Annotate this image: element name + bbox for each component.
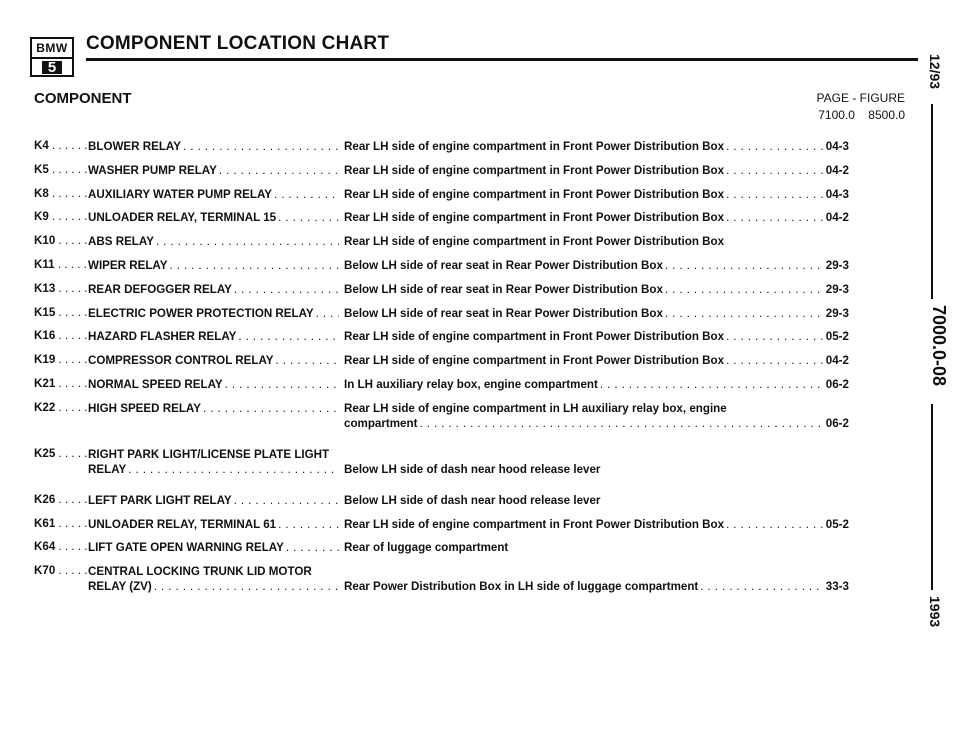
- component-code: K21 . . .: [34, 377, 88, 390]
- component-name: UNLOADER RELAY, TERMINAL 61: [88, 517, 277, 531]
- component-row: [34, 540, 849, 564]
- component-row: [34, 282, 849, 306]
- component-name: WIPER RELAY: [88, 258, 168, 272]
- page-reference: 04-2: [825, 163, 849, 177]
- document-title: COMPONENT LOCATION CHART: [86, 33, 390, 54]
- edge-rule-bottom: [931, 404, 933, 590]
- page-reference: 04-3: [825, 187, 849, 201]
- component-name-continued: RELAY: [88, 462, 127, 476]
- component-location: Below LH side of rear seat in Rear Power Distribution Box: [344, 306, 663, 320]
- component-row: [34, 187, 849, 211]
- component-code: K64 . . .: [34, 540, 88, 553]
- page-figure-header: [817, 90, 905, 124]
- component-name: ABS RELAY: [88, 235, 154, 249]
- component-name: UNLOADER RELAY, TERMINAL 15: [88, 211, 277, 225]
- component-name: CENTRAL LOCKING TRUNK LID MOTOR: [88, 565, 312, 579]
- page-reference: 29-3: [825, 306, 849, 320]
- component-location-continued: compartment: [344, 416, 418, 430]
- page-reference: 29-3: [825, 258, 849, 272]
- component-code: K19 . . .: [34, 353, 88, 366]
- component-location: Rear LH side of engine compartment in Front Power Distribution Box: [344, 140, 725, 153]
- page-figure-label: PAGE - FIGURE: [816, 91, 905, 105]
- component-row: [34, 306, 849, 330]
- component-name: HAZARD FLASHER RELAY: [88, 330, 237, 344]
- page-reference: 06-2: [825, 377, 849, 391]
- component-location: Rear LH side of engine compartment in LH auxiliary relay box, engine: [344, 401, 727, 415]
- component-row: [34, 258, 849, 282]
- component-code: K25 . . .: [34, 447, 88, 460]
- title-divider: [86, 58, 918, 61]
- component-row: [34, 564, 849, 610]
- component-name: WASHER PUMP RELAY: [88, 163, 217, 177]
- page-reference: 04-2: [825, 211, 849, 225]
- component-location: Rear of luggage compartment: [344, 541, 509, 555]
- section-heading: COMPONENT: [34, 90, 132, 107]
- edge-rule-top: [931, 104, 933, 299]
- page-reference: 04-3: [825, 140, 849, 153]
- component-code: K5 . . .: [34, 163, 88, 176]
- component-code: K16 . . .: [34, 329, 88, 342]
- component-name: ELECTRIC POWER PROTECTION RELAY: [88, 306, 314, 320]
- component-location: Rear LH side of engine compartment in Front Power Distribution Box: [344, 235, 725, 249]
- component-name: HIGH SPEED RELAY: [88, 401, 201, 415]
- component-location: Below LH side of rear seat in Rear Power Distribution Box: [344, 258, 663, 272]
- component-code: K22 . . .: [34, 401, 88, 414]
- component-name: REAR DEFOGGER RELAY: [88, 282, 232, 296]
- component-name: RIGHT PARK LIGHT/LICENSE PLATE LIGHT: [88, 447, 330, 461]
- component-code: K9 . . .: [34, 210, 88, 223]
- page-number: 7100.0: [818, 108, 855, 122]
- component-code: K10 . . .: [34, 234, 88, 247]
- component-code: K4 . . .: [34, 139, 88, 152]
- component-row: [34, 210, 849, 234]
- component-row: [34, 353, 849, 377]
- component-name: AUXILIARY WATER PUMP RELAY: [88, 187, 273, 201]
- component-name: LIFT GATE OPEN WARNING RELAY: [88, 541, 284, 555]
- component-code: K26 . . .: [34, 493, 88, 506]
- page-reference: 05-2: [825, 330, 849, 344]
- logo-series: 5: [42, 61, 62, 74]
- page-reference: 33-3: [825, 580, 849, 594]
- component-row: [34, 377, 849, 401]
- component-code: K13 . . .: [34, 282, 88, 295]
- component-name: COMPRESSOR CONTROL RELAY: [88, 354, 274, 368]
- component-location: Rear LH side of engine compartment in Front Power Distribution Box: [344, 354, 725, 368]
- component-location: Rear Power Distribution Box in LH side of luggage compartment: [344, 580, 699, 594]
- component-name-continued: RELAY (ZV): [88, 580, 152, 594]
- component-row: [34, 401, 849, 447]
- component-location: Below LH side of dash near hood release lever: [344, 493, 601, 507]
- component-location: Rear LH side of engine compartment in Front Power Distribution Box: [344, 187, 725, 201]
- component-row: [34, 139, 849, 163]
- component-row: [34, 517, 849, 541]
- side-year-label: 1993: [927, 596, 943, 628]
- component-location: Below LH side of rear seat in Rear Power Distribution Box: [344, 282, 663, 296]
- component-row: [34, 329, 849, 353]
- component-row: [34, 163, 849, 187]
- bmw-logo: [30, 37, 74, 77]
- logo-brand: BMW: [32, 39, 72, 59]
- component-location: Rear LH side of engine compartment in Front Power Distribution Box: [344, 330, 725, 344]
- side-section-label: 7000.0-08: [929, 305, 949, 387]
- side-date-label: 12/93: [927, 54, 943, 90]
- figure-number: 8500.0: [868, 108, 905, 122]
- component-row: [34, 493, 849, 517]
- page-reference: 06-2: [825, 416, 849, 430]
- page-reference: 29-3: [825, 282, 849, 296]
- component-location: Below LH side of dash near hood release lever: [344, 462, 601, 476]
- component-name: NORMAL SPEED RELAY: [88, 377, 223, 391]
- component-name: LEFT PARK LIGHT RELAY: [88, 493, 232, 507]
- component-location: In LH auxiliary relay box, engine compartment: [344, 377, 598, 391]
- component-row: [34, 234, 849, 258]
- page-reference: 05-2: [825, 517, 849, 531]
- component-code: K61 . . .: [34, 517, 88, 530]
- component-location: Rear LH side of engine compartment in Front Power Distribution Box: [344, 163, 725, 177]
- component-list: [34, 139, 849, 610]
- component-name: BLOWER RELAY: [88, 140, 181, 153]
- component-code: K15 . . .: [34, 306, 88, 319]
- component-row: [34, 447, 849, 493]
- component-code: K8 . . .: [34, 187, 88, 200]
- component-location: Rear LH side of engine compartment in Front Power Distribution Box: [344, 517, 725, 531]
- component-code: K11 . . .: [34, 258, 88, 271]
- page-reference: 04-2: [825, 354, 849, 368]
- component-location: Rear LH side of engine compartment in Front Power Distribution Box: [344, 211, 725, 225]
- component-code: K70 . . .: [34, 564, 88, 577]
